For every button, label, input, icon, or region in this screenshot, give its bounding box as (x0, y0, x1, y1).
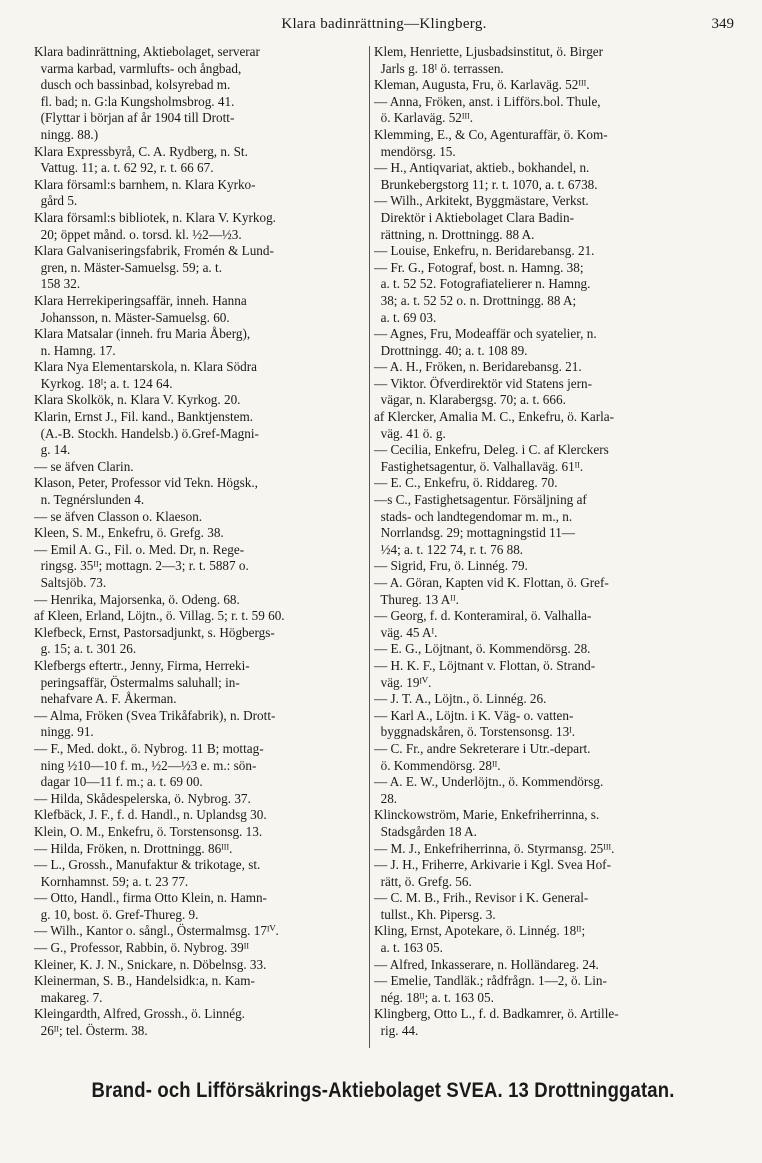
directory-line: — A. E. W., Underlöjtn., ö. Kommendörsg. (374, 774, 604, 790)
directory-line: peringsaffär, Östermalms saluhall; in- (34, 674, 240, 690)
directory-line: ringsg. 35ᴵᴵ; mottagn. 2—3; r. t. 5887 o. (34, 558, 249, 574)
directory-line: (Flyttar i början af år 1904 till Drott- (34, 110, 235, 126)
directory-line: Klefbeck, Ernst, Pastorsadjunkt, s. Högbergs- (34, 624, 275, 640)
directory-line: Klara Nya Elementarskola, n. Klara Södra (34, 359, 258, 375)
directory-line: — G., Professor, Rabbin, ö. Nybrog. 39ᴵᴵ (34, 940, 249, 956)
directory-line: — Wilh., Kantor o. sångl., Östermalmsg. 17ᴵⱽ. (34, 923, 279, 939)
directory-line: g. 15; a. t. 301 26. (34, 641, 137, 657)
directory-line: nehafvare A. F. Åkerman. (34, 691, 177, 707)
directory-line: Kleen, S. M., Enkefru, ö. Grefg. 38. (34, 525, 224, 541)
directory-line: — C. Fr., andre Sekreterare i Utr.-depart. (374, 740, 591, 756)
directory-line: — Cecilia, Enkefru, Deleg. i C. af Klerckers (374, 442, 609, 458)
directory-line: Kleingardth, Alfred, Grossh., ö. Linnég. (34, 1006, 245, 1022)
directory-line: n. Hamng. 17. (34, 342, 116, 358)
directory-line: nég. 18ᴵᴵ; a. t. 163 05. (374, 989, 494, 1005)
directory-line: Drottningg. 40; a. t. 108 89. (374, 342, 528, 358)
directory-line: a. t. 52 52. Fotografiatelierer n. Hamng. (374, 276, 591, 292)
directory-line: gren, n. Mäster-Samuelsg. 59; a. t. (34, 259, 222, 275)
directory-line: väg. 45 Aᴵ. (374, 624, 438, 640)
directory-line: — se äfven Clarin. (34, 458, 134, 474)
directory-line: — E. G., Löjtnant, ö. Kommendörsg. 28. (374, 641, 591, 657)
directory-line: Klara Herrekiperingsaffär, inneh. Hanna (34, 292, 247, 308)
directory-line: fl. bad; n. G:la Kungsholmsbrog. 41. (34, 93, 235, 109)
directory-line: ö. Kommendörsg. 28ᴵᴵ. (374, 757, 501, 773)
directory-line: g. 14. (34, 442, 71, 458)
directory-line: — A. Göran, Kapten vid K. Flottan, ö. Gref- (374, 575, 609, 590)
directory-line: rättning, n. Drottningg. 88 A. (374, 226, 535, 242)
directory-line: g. 10, bost. ö. Gref-Thureg. 9. (34, 906, 199, 922)
page-header (34, 16, 734, 38)
directory-line: Klara församl:s bibliotek, n. Klara V. Kyrkog. (34, 209, 276, 225)
directory-line: väg. 41 ö. g. (374, 425, 446, 441)
directory-line: Klemming, E., & Co, Agenturaffär, ö. Kom- (374, 126, 608, 142)
directory-line: Direktör i Aktiebolaget Clara Badin- (374, 209, 574, 225)
directory-line: — Otto, Handl., firma Otto Klein, n. Hamn- (34, 890, 267, 906)
directory-line: byggnadskåren, ö. Torstensonsg. 13ᴵ. (374, 724, 576, 740)
directory-line: 28. (374, 790, 398, 806)
directory-line: Norrlandsg. 29; mottagningstid 11— (374, 525, 575, 541)
directory-line: — Karl A., Löjtn. i K. Väg- o. vatten- (374, 707, 574, 723)
directory-line: gård 5. (34, 193, 78, 209)
directory-line: Kleinerman, S. B., Handelsidk:a, n. Kam- (34, 973, 255, 989)
directory-line: Klem, Henriette, Ljusbadsinstitut, ö. Birger (374, 44, 604, 59)
directory-line: — C. M. B., Frih., Revisor i K. General- (374, 890, 589, 906)
directory-line: Kornhamnst. 59; a. t. 23 77. (34, 873, 189, 889)
directory-line: ningg. 91. (34, 724, 94, 740)
directory-line: dagar 10—11 f. m.; a. t. 69 00. (34, 774, 203, 790)
directory-line: — Emelie, Tandläk.; rådfrågn. 1—2, ö. Lin- (374, 973, 607, 989)
directory-line: rätt, ö. Grefg. 56. (374, 873, 472, 889)
directory-line: — Alma, Fröken (Svea Trikåfabrik), n. Drott- (34, 707, 276, 723)
right-column (374, 44, 736, 1040)
directory-line: Vattug. 11; a. t. 62 92, r. t. 66 67. (34, 160, 214, 176)
directory-line: mendörsg. 15. (374, 143, 456, 159)
directory-line: Klason, Peter, Professor vid Tekn. Högsk., (34, 475, 258, 491)
directory-line: — Louise, Enkefru, n. Beridarebansg. 21. (374, 243, 595, 259)
directory-line: Klefbergs eftertr., Jenny, Firma, Herreki- (34, 657, 250, 673)
directory-line: — Sigrid, Fru, ö. Linnég. 79. (374, 558, 528, 574)
directory-line: — H. K. F., Löjtnant v. Flottan, ö. Strand- (374, 657, 596, 673)
directory-line: — J. T. A., Löjtn., ö. Linnég. 26. (374, 691, 547, 707)
directory-line: — H., Antiqvariat, aktieb., bokhandel, n. (374, 160, 590, 176)
directory-line: Kling, Ernst, Apotekare, ö. Linnég. 18ᴵᴵ; (374, 923, 586, 939)
directory-line: Thureg. 13 Aᴵᴵ. (374, 591, 459, 607)
directory-line: Klara Galvaniseringsfabrik, Fromén & Lund- (34, 243, 274, 259)
directory-line: — M. J., Enkefriherrinna, ö. Styrmansg. 25ᴵᴵᴵ. (374, 840, 615, 856)
directory-line: — E. C., Enkefru, ö. Riddareg. 70. (374, 475, 558, 491)
directory-line: Klara Matsalar (inneh. fru Maria Åberg), (34, 326, 251, 342)
directory-line: a. t. 69 03. (374, 309, 437, 325)
directory-line: — Henrika, Majorsenka, ö. Odeng. 68. (34, 591, 240, 607)
directory-line: af Klercker, Amalia M. C., Enkefru, ö. Karla- (374, 409, 615, 425)
directory-line: Klinckowström, Marie, Enkefriherrinna, s. (374, 807, 600, 823)
directory-line: n. Tegnérslunden 4. (34, 492, 145, 508)
directory-line: ½4; a. t. 122 74, r. t. 76 88. (374, 541, 524, 557)
directory-line: tullst., Kh. Pipersg. 3. (374, 906, 496, 922)
directory-line: — Fr. G., Fotograf, bost. n. Hamng. 38; (374, 259, 584, 275)
directory-line: makareg. 7. (34, 989, 103, 1005)
running-title: Klara badinrättning—Klingberg. (281, 16, 487, 32)
directory-line: Kleman, Augusta, Fru, ö. Karlaväg. 52ᴵᴵᴵ. (374, 77, 590, 93)
directory-line: Stadsgården 18 A. (374, 823, 477, 839)
directory-line: — Wilh., Arkitekt, Byggmästare, Verkst. (374, 193, 589, 209)
directory-line: Klingberg, Otto L., f. d. Badkamrer, ö. Artille- (374, 1006, 619, 1022)
directory-line: 20; öppet månd. o. torsd. kl. ½2—½3. (34, 226, 242, 242)
directory-line: — Anna, Fröken, anst. i Lifförs.bol. Thule, (374, 93, 601, 109)
directory-line: Johansson, n. Mäster-Samuelsg. 60. (34, 309, 230, 325)
directory-line: ning ½10—10 f. m., ½2—½3 e. m.: sön- (34, 757, 257, 773)
directory-line: Kyrkog. 18ᴵ; a. t. 124 64. (34, 375, 173, 391)
page-number: 349 (711, 16, 734, 32)
directory-line: Klara badinrättning, Aktiebolaget, serverar (34, 44, 260, 59)
directory-line: a. t. 163 05. (374, 940, 443, 956)
directory-line: 158 32. (34, 276, 81, 292)
directory-line: stads- och landtegendomar m. m., n. (374, 508, 573, 524)
directory-line: — Alfred, Inkasserare, n. Holländareg. 24. (374, 956, 599, 972)
directory-line: 26ᴵᴵ; tel. Österm. 38. (34, 1023, 148, 1039)
directory-line: Brunkebergstorg 11; r. t. 1070, a. t. 6738. (374, 176, 598, 192)
footer-advertisement: Brand- och Lifförsäkrings-Aktiebolaget SVEA. 13 Drottninggatan. (91, 1078, 675, 1102)
left-column (34, 44, 370, 1040)
directory-line: — Emil A. G., Fil. o. Med. Dr, n. Rege- (34, 541, 245, 557)
directory-line: (A.-B. Stockh. Handelsb.) ö.Gref-Magni- (34, 425, 259, 441)
directory-line: ö. Karlaväg. 52ᴵᴵᴵ. (374, 110, 474, 126)
directory-line: väg. 19ᴵⱽ. (374, 674, 432, 690)
directory-line: varma karbad, varmlufts- och ångbad, (34, 60, 242, 76)
directory-line: rig. 44. (374, 1023, 419, 1039)
directory-line: — A. H., Fröken, n. Beridarebansg. 21. (374, 359, 582, 375)
directory-line: — Hilda, Skådespelerska, ö. Nybrog. 37. (34, 790, 251, 806)
directory-line: vägar, n. Klarabergsg. 70; a. t. 666. (374, 392, 566, 408)
directory-line: Kleiner, K. J. N., Snickare, n. Döbelnsg. 33. (34, 956, 267, 972)
column-divider (369, 46, 370, 1048)
directory-line: Klein, O. M., Enkefru, ö. Torstensonsg. 13. (34, 823, 263, 839)
directory-line: — Viktor. Öfverdirektör vid Statens jern- (374, 375, 592, 391)
directory-line: Klefbäck, J. F., f. d. Handl., n. Uplandsg 30. (34, 807, 267, 823)
directory-line: ningg. 88.) (34, 126, 99, 142)
directory-line: — J. H., Friherre, Arkivarie i Kgl. Svea Hof- (374, 857, 611, 873)
directory-line: dusch och bassinbad, kolsyrebad m. (34, 77, 231, 93)
directory-line: — L., Grossh., Manufaktur & trikotage, st. (34, 857, 261, 873)
directory-line: — se äfven Classon o. Klaeson. (34, 508, 203, 524)
directory-line: — Georg, f. d. Konteramiral, ö. Valhalla- (374, 608, 592, 624)
directory-line: Klara Skolkök, n. Klara V. Kyrkog. 20. (34, 392, 241, 408)
directory-line: Klara församl:s barnhem, n. Klara Kyrko- (34, 176, 256, 192)
directory-line: Fastighetsagentur, ö. Valhallaväg. 61ᴵᴵ. (374, 458, 584, 474)
directory-line: Klara Expressbyrå, C. A. Rydberg, n. St. (34, 143, 248, 159)
directory-line: 38; a. t. 52 52 o. n. Drottningg. 88 A; (374, 292, 577, 308)
directory-line: af Kleen, Erland, Löjtn., ö. Villag. 5; r. t. 59 60. (34, 608, 285, 624)
directory-line: —s C., Fastighetsagentur. Försäljning af (374, 492, 587, 508)
directory-line: — F., Med. dokt., ö. Nybrog. 11 B; mottag- (34, 740, 264, 756)
directory-line: Saltsjöb. 73. (34, 575, 107, 590)
directory-line: — Agnes, Fru, Modeaffär och syatelier, n. (374, 326, 597, 342)
directory-line: — Hilda, Fröken, n. Drottningg. 86ᴵᴵᴵ. (34, 840, 233, 856)
directory-line: Klarin, Ernst J., Fil. kand., Banktjenstem. (34, 409, 254, 425)
directory-line: Jarls g. 18ᴵ ö. terrassen. (374, 60, 504, 76)
